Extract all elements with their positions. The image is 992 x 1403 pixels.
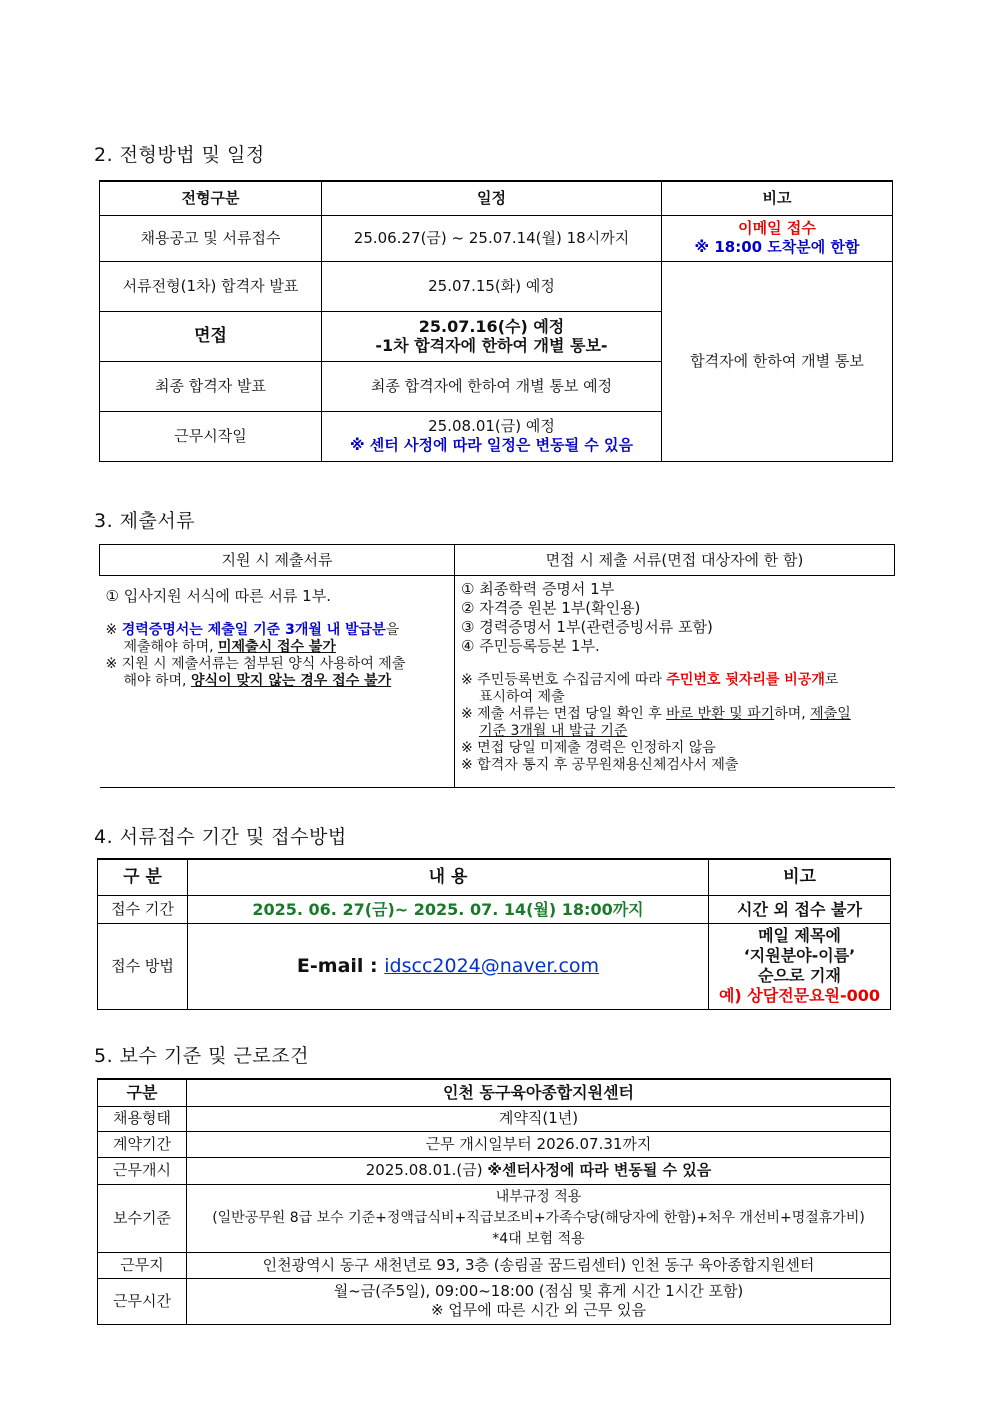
note-email-label: 이메일 접수 <box>738 219 816 237</box>
apply-note-2: ※ 지원 시 제출서류는 첨부된 양식 사용하여 제출 <box>105 656 406 672</box>
date-cell: 최종 합격자에 한하여 개별 통보 예정 <box>322 361 662 411</box>
schedule-table <box>99 180 893 462</box>
stage-cell: 최종 합격자 발표 <box>100 361 322 411</box>
apply-note-1: ※ 경력증명서는 제출일 기준 3개월 내 발급분을 <box>105 622 400 638</box>
interview-note-3: ※ 면접 당일 미제출 경력은 인정하지 않음 <box>461 740 716 756</box>
col-header-center: 인천 동구육아종합지원센터 <box>187 1079 891 1106</box>
condition-value <box>187 1278 891 1324</box>
method-note-example: 예) 상담전문요원-000 <box>718 986 881 1005</box>
col-header-note: 비고 <box>662 181 893 215</box>
apply-docs-cell <box>100 576 455 788</box>
interview-note-1: ※ 주민등록번호 수집금지에 따라 주민번호 뒷자리를 비공개로 <box>461 672 839 688</box>
period-content: 2025. 06. 27(금)~ 2025. 07. 14(월) 18:00까지 <box>188 895 709 923</box>
pay-line: (일반공무원 8급 보수 기준+정액급식비+직급보조비+가족수당(해당자에 한함)+처우 개선비+명절휴가비) <box>212 1209 865 1226</box>
table-header-row <box>98 859 891 895</box>
interview-note-2-cont: 기준 3개월 내 발급 기준 <box>479 723 628 739</box>
conditions-table <box>97 1078 891 1325</box>
col-header-apply-docs: 지원 시 제출서류 <box>100 545 455 576</box>
stage-cell: 면접 <box>100 311 322 361</box>
method-note-line: 순으로 기재 <box>758 966 841 985</box>
interview-doc-item: ① 최종학력 증명서 1부 <box>461 580 615 598</box>
condition-value <box>187 1184 891 1252</box>
table-header-row <box>98 1079 891 1106</box>
documents-table <box>99 544 895 788</box>
email-prefix: E-mail : <box>296 954 385 977</box>
note-deadline: ※ 18:00 도착분에 한함 <box>694 238 860 256</box>
section-3-heading: 3. 제출서류 <box>94 510 196 532</box>
pay-line: 내부규정 적용 <box>495 1188 582 1205</box>
interview-doc-item: ② 자격증 원본 1부(확인용) <box>461 599 641 617</box>
table-row <box>100 215 893 261</box>
condition-label: 계약기간 <box>98 1131 187 1157</box>
period-label: 접수 기간 <box>98 895 188 923</box>
table-row <box>98 1131 891 1157</box>
table-row <box>98 895 891 923</box>
condition-value: 계약직(1년) <box>187 1106 891 1131</box>
col-header-interview-docs: 면접 시 제출 서류(면접 대상자에 한 함) <box>455 545 895 576</box>
date-cell <box>322 411 662 461</box>
table-header-row <box>100 545 895 576</box>
col-header-category: 구분 <box>98 1079 187 1106</box>
method-note-line: 메일 제목에 <box>758 926 841 945</box>
condition-value: 인천광역시 동구 새천년로 93, 3층 (송림골 꿈드림센터) 인천 동구 육아종합지원센터 <box>187 1252 891 1278</box>
col-header-stage: 전형구분 <box>100 181 322 215</box>
condition-label: 근무지 <box>98 1252 187 1278</box>
condition-label: 근무개시 <box>98 1157 187 1184</box>
method-content <box>188 923 709 1009</box>
stage-cell: 근무시작일 <box>100 411 322 461</box>
method-note-line: ‘지원분야-이름’ <box>743 946 856 965</box>
condition-value: 2025.08.01.(금) ※센터사정에 따라 변동될 수 있음 <box>187 1157 891 1184</box>
interview-note: -1차 합격자에 한하여 개별 통보- <box>375 336 608 355</box>
interview-date: 25.07.16(수) 예정 <box>418 317 565 336</box>
table-row <box>100 576 895 788</box>
interview-doc-item: ③ 경력증명서 1부(관련증빙서류 포함) <box>461 618 713 636</box>
application-table <box>97 858 891 1010</box>
col-header-note: 비고 <box>709 859 891 895</box>
section-5-heading: 5. 보수 기준 및 근로조건 <box>94 1045 309 1067</box>
condition-label: 근무시간 <box>98 1278 187 1324</box>
table-row <box>98 923 891 1009</box>
table-row <box>98 1278 891 1324</box>
interview-doc-item: ④ 주민등록등본 1부. <box>461 637 600 655</box>
col-header-content: 내 용 <box>188 859 709 895</box>
interview-docs-cell <box>455 576 895 788</box>
note-cell <box>662 215 893 261</box>
table-row <box>98 1157 891 1184</box>
condition-label: 보수기준 <box>98 1184 187 1252</box>
hours-line: 월~금(주5일), 09:00~18:00 (점심 및 휴게 시간 1시간 포함) <box>333 1282 744 1300</box>
apply-doc-item: ① 입사지원 서식에 따른 서류 1부. <box>105 587 331 605</box>
interview-note-1-cont: 표시하여 제출 <box>479 689 565 705</box>
table-header-row <box>100 181 893 215</box>
table-row <box>98 1106 891 1131</box>
date-cell: 25.07.15(화) 예정 <box>322 261 662 311</box>
interview-note-4: ※ 합격자 통지 후 공무원채용신체검사서 제출 <box>461 757 739 773</box>
merged-note-cell: 합격자에 한하여 개별 통보 <box>662 261 893 461</box>
period-note: 시간 외 접수 불가 <box>709 895 891 923</box>
email-link[interactable]: idscc2024@naver.com <box>384 954 600 977</box>
table-row <box>98 1184 891 1252</box>
table-row <box>100 261 893 311</box>
method-label: 접수 방법 <box>98 923 188 1009</box>
date-cell <box>322 311 662 361</box>
start-date: 25.08.01(금) 예정 <box>428 417 555 435</box>
method-note <box>709 923 891 1009</box>
table-row <box>98 1252 891 1278</box>
start-date-note: ※ 센터 사정에 따라 일정은 변동될 수 있음 <box>350 436 633 454</box>
apply-note-2-cont: 해야 하며, 양식이 맞지 않는 경우 접수 불가 <box>123 673 392 689</box>
pay-line: *4대 보험 적용 <box>492 1230 585 1247</box>
hours-line: ※ 업무에 따른 시간 외 근무 있음 <box>430 1301 647 1319</box>
stage-cell: 채용공고 및 서류접수 <box>100 215 322 261</box>
section-2-heading: 2. 전형방법 및 일정 <box>94 144 265 166</box>
section-4-heading: 4. 서류접수 기간 및 접수방법 <box>94 826 347 848</box>
apply-note-1-cont: 제출해야 하며, 미제출시 접수 불가 <box>123 639 336 655</box>
condition-label: 채용형태 <box>98 1106 187 1131</box>
date-cell: 25.06.27(금) ~ 25.07.14(월) 18시까지 <box>322 215 662 261</box>
interview-note-2: ※ 제출 서류는 면접 당일 확인 후 바로 반환 및 파기하며, 제출일 <box>461 706 851 722</box>
col-header-category: 구 분 <box>98 859 188 895</box>
condition-value: 근무 개시일부터 2026.07.31까지 <box>187 1131 891 1157</box>
stage-cell: 서류전형(1차) 합격자 발표 <box>100 261 322 311</box>
col-header-date: 일정 <box>322 181 662 215</box>
